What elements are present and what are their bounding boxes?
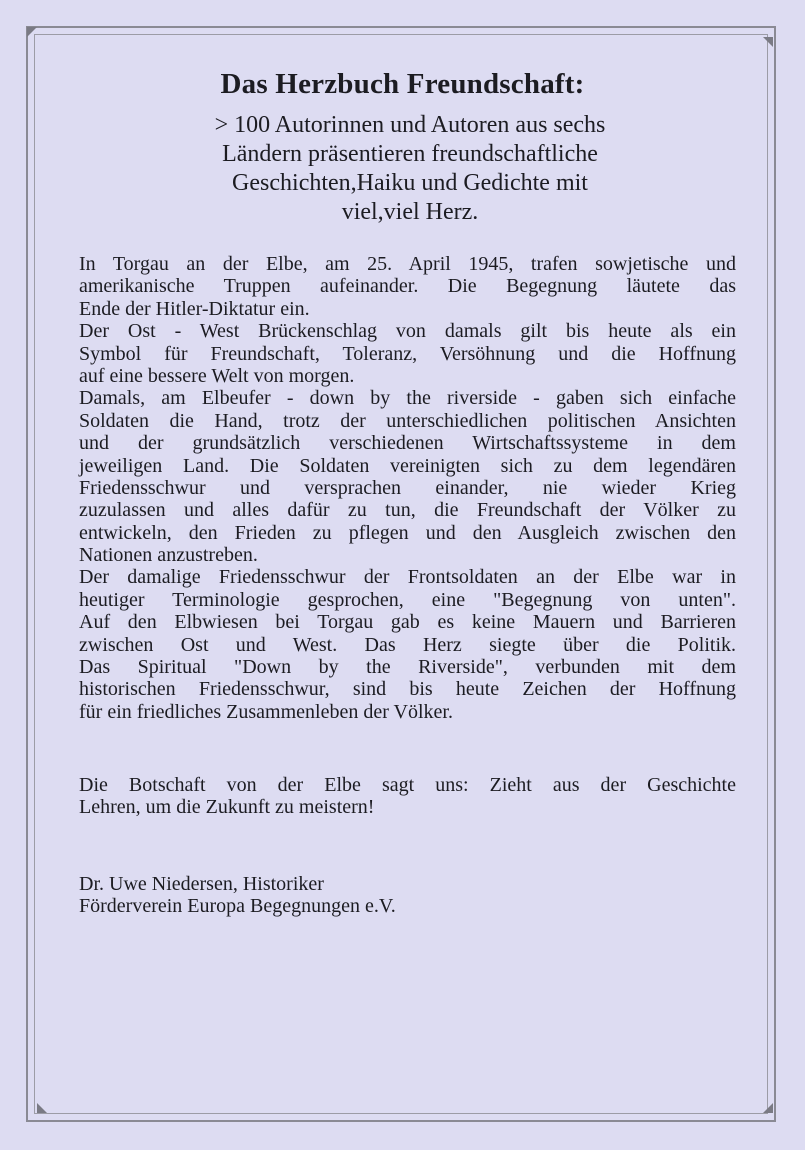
body-line: entwickeln, den Frieden zu pflegen und den Ausgleich zwischen den xyxy=(79,521,736,544)
page-title: Das Herzbuch Freundschaft: xyxy=(220,68,585,100)
body-line: heutiger Terminologie gesprochen, eine "Begegnung von unten". xyxy=(79,588,736,611)
body-line: jeweiligen Land. Die Soldaten vereinigten sich zu dem legendären xyxy=(79,454,736,477)
body-line: amerikanische Truppen aufeinander. Die Begegnung läutete das xyxy=(79,275,736,298)
body-line: auf eine bessere Welt von morgen. xyxy=(79,364,355,387)
corner-ornament-icon xyxy=(37,1103,47,1113)
body-line: Der damalige Friedensschwur der Frontsoldaten an der Elbe war in xyxy=(79,566,736,589)
body-line: Symbol für Freundschaft, Toleranz, Versöhnung und die Hoffnung xyxy=(79,342,736,365)
signature-block xyxy=(79,873,679,918)
body-text xyxy=(79,253,736,723)
subtitle-line: viel,viel Herz. xyxy=(341,199,479,225)
subtitle-line: Ländern präsentieren freundschaftliche xyxy=(222,141,598,167)
subtitle-line: Geschichten,Haiku und Gedichte mit xyxy=(232,170,588,196)
body-line: Der Ost - West Brückenschlag von damals gilt bis heute als ein xyxy=(79,320,736,343)
organization-name: Förderverein Europa Begegnungen e.V. xyxy=(79,895,396,918)
body-line: zuzulassen und alles dafür zu tun, die Freundschaft der Völker zu xyxy=(79,499,736,522)
body-line: Das Spiritual "Down by the Riverside", verbunden mit dem xyxy=(79,656,736,679)
body-line: Nationen anzustreben. xyxy=(79,544,258,567)
subtitle-line: > 100 Autorinnen und Autoren aus sechs xyxy=(214,112,606,138)
closing-line: Die Botschaft von der Elbe sagt uns: Zieht aus der Geschichte xyxy=(79,774,736,796)
corner-ornament-icon xyxy=(763,1103,773,1113)
body-line: Soldaten die Hand, trotz der unterschiedlichen politischen Ansichten xyxy=(79,409,736,432)
body-line: Friedensschwur und versprachen einander, nie wieder Krieg xyxy=(79,476,736,499)
body-line: historischen Friedensschwur, sind bis heute Zeichen der Hoffnung xyxy=(79,678,736,701)
body-line: Ende der Hitler-Diktatur ein. xyxy=(79,297,310,320)
corner-ornament-icon xyxy=(763,37,773,47)
body-line: zwischen Ost und West. Das Herz siegte über die Politik. xyxy=(79,633,736,656)
body-line: und der grundsätzlich verschiedenen Wirtschaftssysteme in dem xyxy=(79,432,736,455)
closing-line: Lehren, um die Zukunft zu meistern! xyxy=(79,796,375,819)
subtitle xyxy=(150,111,670,227)
closing-text xyxy=(79,774,736,819)
body-line: In Torgau an der Elbe, am 25. April 1945, trafen sowjetische und xyxy=(79,253,736,275)
body-line: für ein friedliches Zusammenleben der Völker. xyxy=(79,700,453,723)
body-line: Damals, am Elbeufer - down by the riverside - gaben sich einfache xyxy=(79,387,736,410)
body-line: Auf den Elbwiesen bei Torgau gab es keine Mauern und Barrieren xyxy=(79,611,736,634)
corner-ornament-icon xyxy=(27,27,37,37)
author-name: Dr. Uwe Niedersen, Historiker xyxy=(79,873,324,895)
